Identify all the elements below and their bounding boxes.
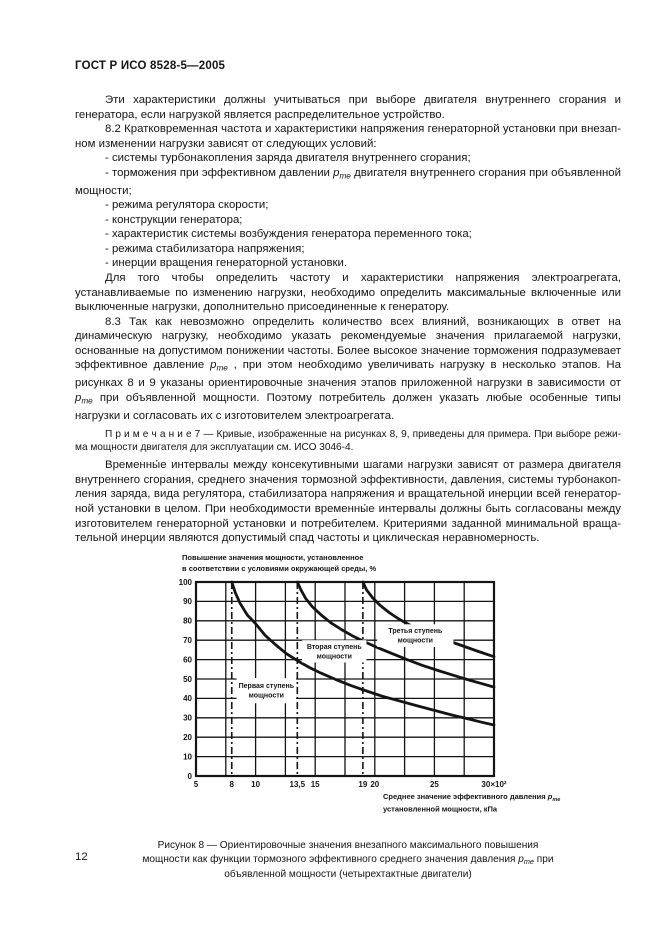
chart-x-ticks (194, 780, 507, 789)
paragraph-8-3: 8.3 Так как невозможно определить количество всех влияний, возникающих в ответ на динамическую нагрузку, необходимо указать рекомендуемые значения прилагаемой нагрузки, основанные на допустимом понижении частоты. Более высокое значение торможения подразумевает эффективное давление $p_{me}$ , при этом необходимо увеличивать нагрузку в несколько этапов. На рисунках 8 и 9 указаны ориентировочные значения этапов приложенной нагрузки в зависимости от $p_{me}$ при объявленной мощности. Поэтому потребитель должен указать любые особенные типы нагрузки и согласовать их с изготовителем электроагрегата. (75, 315, 621, 422)
svg-text:Первая ступень: Первая ступень (238, 682, 295, 690)
conditions-list (75, 151, 621, 271)
svg-text:мощности: мощности (316, 653, 352, 661)
paragraph-intro: Эти характеристики должны учитываться при выборе двигателя внутреннего сгорания и генератора, если нагрузкой является распределительное устройство. (75, 94, 621, 121)
svg-text:мощности: мощности (248, 692, 284, 700)
list-item: - режима регулятора скорости; (105, 199, 269, 212)
svg-text:50: 50 (183, 674, 192, 684)
figure8-caption: Рисунок 8 — Ориентировочные значения внезапного максимального повышения мощности как функции тормозного эффективного среднего значения давления $p_{me}$ при объявленной мощности (четырехтактные двигатели) (142, 840, 554, 881)
svg-text:10: 10 (251, 779, 261, 789)
svg-text:19: 19 (358, 779, 368, 789)
document-header: ГОСТ Р ИСО 8528-5—2005 (75, 60, 226, 72)
chart-y-ticks (179, 577, 193, 780)
svg-text:Повышение значения мощности, у: Повышение значения мощности, установленное (182, 552, 364, 562)
page-number: 12 (75, 851, 88, 863)
svg-text:25: 25 (429, 779, 439, 789)
svg-text:0: 0 (187, 771, 192, 781)
svg-text:Среднее значение эффективного: Среднее значение эффективного давления $p_{me}$ (383, 791, 561, 803)
svg-text:13,5: 13,5 (289, 779, 306, 789)
svg-text:8: 8 (229, 779, 234, 789)
svg-text:мощности: мощности (397, 637, 433, 645)
svg-text:Третья ступень: Третья ступень (388, 627, 443, 635)
svg-text:15: 15 (310, 779, 320, 789)
chart-y-axis-title (182, 553, 376, 573)
svg-text:5: 5 (193, 779, 199, 789)
svg-text:70: 70 (183, 635, 192, 645)
svg-text:10: 10 (183, 752, 192, 762)
paragraph-8-2: 8.2 Кратковременная частота и характеристики напряжения генераторной установки при внезапном изменении нагрузки зависят от следующих условий: (75, 123, 621, 150)
chart-x-axis-title (383, 792, 560, 814)
svg-text:20: 20 (370, 779, 380, 789)
figure8-plot (155, 549, 575, 827)
paragraph-time-intervals: Временны́е интервалы между консекутивными шагами нагрузки зависят от размера двигателя внутреннего сгорания, среднего значения тормозной эффективности, давления, системы турбонакопления заряда, вида регулятора, стабилизатора напряжения и вращательной инерции всей генераторной установки в целом. При необходимости временны́е интервалы должны быть согласованы между изготовителем генераторной установки и потребителем. Критериями заданной минимальной вращательной инерции являются допустимый спад частоты и циклическая неравномерность. (75, 459, 621, 545)
list-item: - инерции вращения генераторной установки. (105, 257, 348, 270)
svg-text:80: 80 (183, 616, 192, 626)
svg-text:60: 60 (183, 655, 192, 665)
content-column (75, 93, 621, 882)
svg-text:в соответствии с условиями окр: в соответствии с условиями окружающей среды, % (182, 563, 377, 573)
list-item: - торможения при эффективном давлении $p_{me}$ двигателя внутреннего сгорания при объявленной мощности; (75, 166, 621, 197)
list-item: - системы турбонакопления заряда двигателя внутреннего сгорания; (105, 152, 471, 165)
list-item: - характеристик системы возбуждения генератора переменного тока; (105, 228, 472, 241)
svg-text:30×10²: 30×10² (481, 779, 507, 789)
list-item: - конструкции генератора; (105, 213, 243, 226)
svg-text:40: 40 (183, 693, 192, 703)
list-item: - режима стабилизатора напряжения; (105, 242, 305, 255)
svg-text:90: 90 (183, 596, 192, 606)
note-7: П р и м е ч а н и е 7 — Кривые, изображенные на рисунках 8, 9, приведены для примера. При выборе режима мощности двигателя для эксплуатации см. ИСО 3046-4. (75, 429, 621, 454)
paragraph-define-load: Для того чтобы определить частоту и характеристики напряжения электроагрегата, устанавливаемые по изменению нагрузки, необходимо определить максимальные включенные или выключенные нагрузки, дополнительно присоединенные к генератору. (75, 272, 621, 314)
figure8-chart (155, 549, 575, 832)
svg-text:20: 20 (183, 732, 192, 742)
svg-text:30: 30 (183, 713, 192, 723)
svg-text:100: 100 (178, 577, 192, 587)
svg-text:Вторая ступень: Вторая ступень (306, 643, 362, 651)
svg-text:установленной мощности, кПа: установленной мощности, кПа (383, 804, 498, 814)
